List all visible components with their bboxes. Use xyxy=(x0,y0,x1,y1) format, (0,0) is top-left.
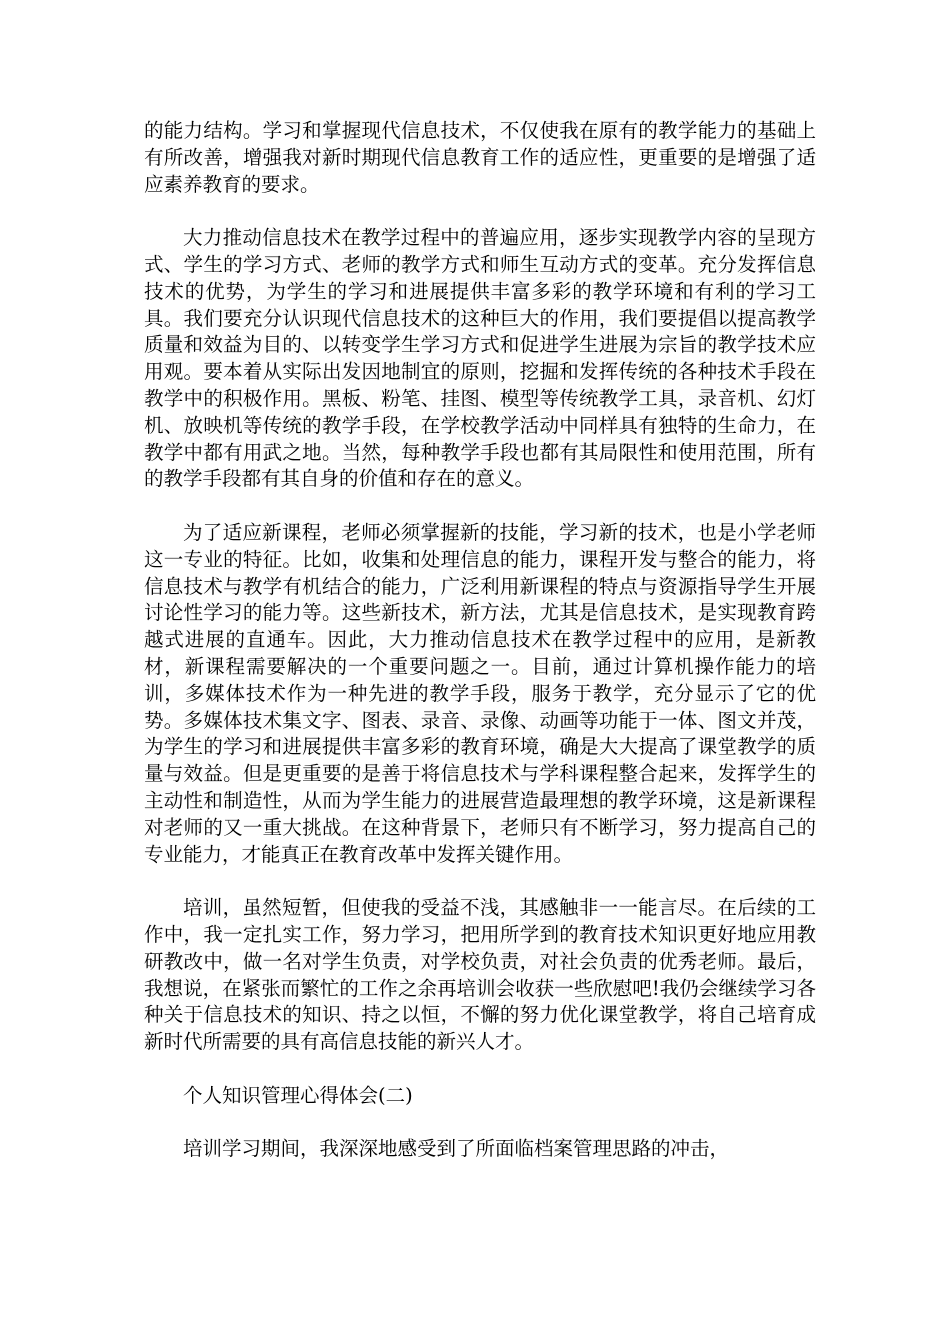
paragraph-4: 培训，虽然短暂，但使我的受益不浅，其感触非一一能言尽。在后续的工作中，我一定扎实工作，努力学习，把用所学到的教育技术知识更好地应用教研教改中，做一名对学生负责，对学校负责，对社会负责的优秀老师。最后，我想说，在紧张而繁忙的工作之余再培训会收获一些欣慰吧!我仍会继续学习各种关于信息技术的知识、持之以恒，不懈的努力优化课堂教学，将自己培育成新时代所需要的具有高信息技能的新兴人才。 xyxy=(144,896,816,1054)
paragraph-5: 培训学习期间，我深深地感受到了所面临档案管理思路的冲击， xyxy=(183,1137,730,1161)
document-page xyxy=(144,118,816,1190)
paragraph-1: 的能力结构。学习和掌握现代信息技术，不仅使我在原有的教学能力的基础上有所改善，增强我对新时期现代信息教育工作的适应性，更重要的是增强了适应素养教育的要求。 xyxy=(144,119,816,196)
paragraph-2: 大力推动信息技术在教学过程中的普遍应用，逐步实现教学内容的呈现方式、学生的学习方式、老师的教学方式和师生互动方式的变革。充分发挥信息技术的优势，为学生的学习和进展提供丰富多彩的教学环境和有利的学习工具。我们要充分认识现代信息技术的这种巨大的作用，我们要提倡以提高教学质量和效益为目的、以转变学生学习方式和促进学生进展为宗旨的教学技术应用观。要本着从实际出发因地制宜的原则，挖掘和发挥传统的各种技术手段在教学中的积极作用。黑板、粉笔、挂图、模型等传统教学工具，录音机、幻灯机、放映机等传统的教学手段，在学校教学活动中同样具有独特的生命力，在教学中都有用武之地。当然，每种教学手段也都有其局限性和使用范围，所有的教学手段都有其自身的价值和存在的意义。 xyxy=(144,226,816,491)
section-heading: 个人知识管理心得体会(二) xyxy=(183,1083,413,1107)
paragraph-3: 为了适应新课程，老师必须掌握新的技能，学习新的技术，也是小学老师这一专业的特征。比如，收集和处理信息的能力，课程开发与整合的能力，将信息技术与教学有机结合的能力，广泛利用新课程的特点与资源指导学生开展讨论性学习的能力等。这些新技术，新方法，尤其是信息技术，是实现教育跨越式进展的直通车。因此，大力推动信息技术在教学过程中的应用，是新教材，新课程需要解决的一个重要问题之一。目前，通过计算机操作能力的培训，多媒体技术作为一种先进的教学手段，服务于教学，充分显示了它的优势。多媒体技术集文字、图表、录音、录像、动画等功能于一体、图文并茂，为学生的学习和进展提供丰富多彩的教育环境，确是大大提高了课堂教学的质量与效益。但是更重要的是善于将信息技术与学科课程整合起来，发挥学生的主动性和制造性，从而为学生能力的进展营造最理想的教学环境，这是新课程对老师的又一重大挑战。在这种背景下，老师只有不断学习，努力提高自己的专业能力，才能真正在教育改革中发挥关键作用。 xyxy=(144,520,816,866)
